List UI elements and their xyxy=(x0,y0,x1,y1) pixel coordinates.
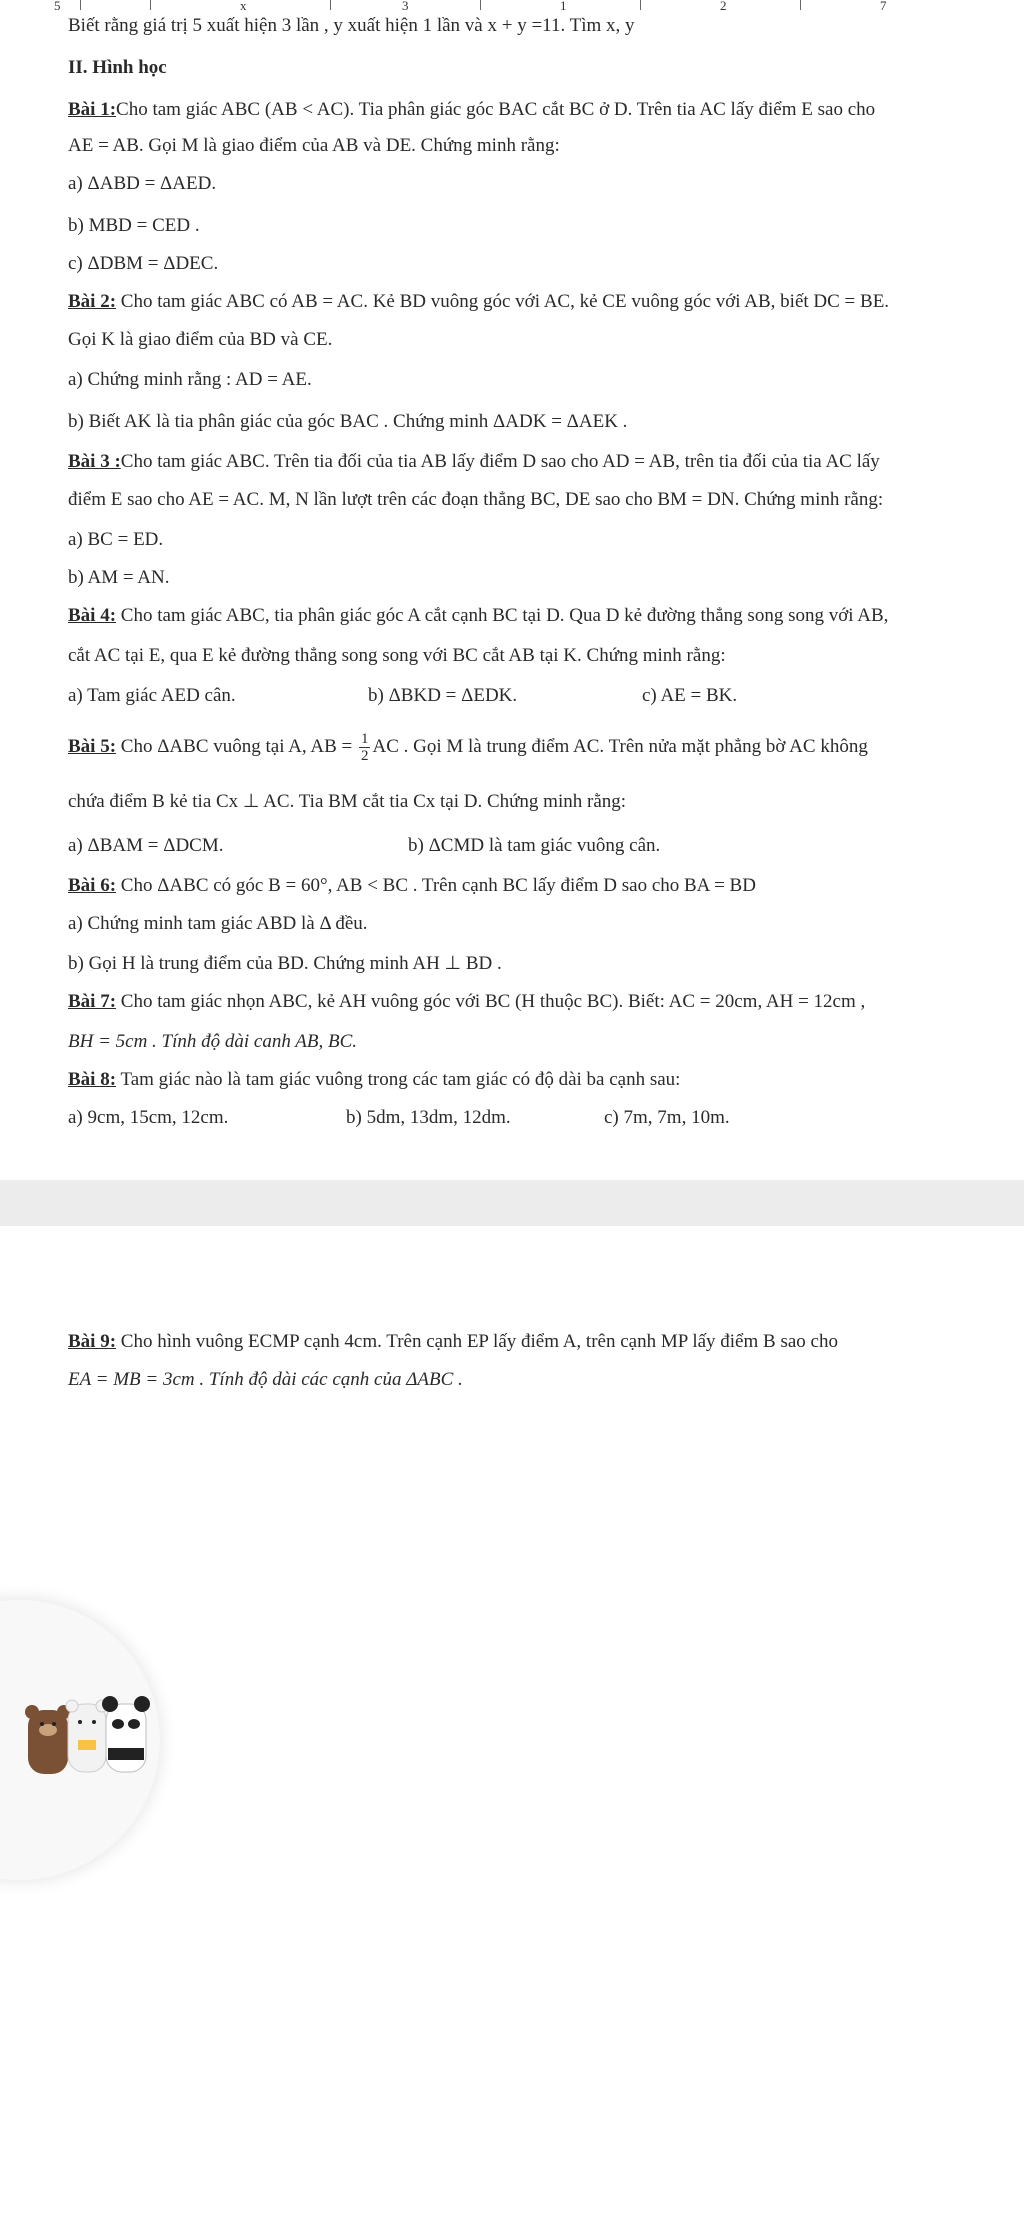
table-divider xyxy=(800,0,801,10)
table-cell: 1 xyxy=(560,0,567,13)
exercise-3 xyxy=(68,450,1014,474)
exercise-7 xyxy=(68,990,1014,1014)
table-divider xyxy=(80,0,81,10)
exercise-text: Tam giác nào là tam giác vuông trong các tam giác có độ dài ba cạnh sau: xyxy=(116,1069,681,1090)
exercise-label: Bài 6: xyxy=(68,875,117,896)
fraction-numerator: 1 xyxy=(360,731,369,748)
table-divider xyxy=(150,0,151,10)
exercise-5 xyxy=(68,730,1014,764)
exercise-text: Cho tam giác ABC (AB < AC). Tia phân giác góc BAC cắt BC ở D. Trên tia AC lấy điểm E sao cho xyxy=(116,99,876,120)
table-top-fragment xyxy=(0,0,1024,14)
exercise-item: a) BC = ED. xyxy=(68,529,164,550)
exercise-9 xyxy=(68,1330,1014,1354)
fraction xyxy=(359,731,371,764)
exercise-item: b) ΔBKD = ΔEDK. xyxy=(368,685,518,706)
table-cell: 5 xyxy=(54,0,61,13)
exercise-text: Cho tam giác ABC. Trên tia đối của tia AB lấy điểm D sao cho AD = AB, trên tia đối của tia AC lấy xyxy=(120,451,880,472)
problem-statement: Biết rằng giá trị 5 xuất hiện 3 lần , y xuất hiện 1 lần và x + y =11. Tìm x, y xyxy=(68,15,635,36)
floating-avatar-button[interactable] xyxy=(0,1600,160,1880)
exercise-label: Bài 1: xyxy=(68,99,117,120)
exercise-label: Bài 2: xyxy=(68,291,117,312)
table-cell: 3 xyxy=(402,0,409,13)
section-heading: II. Hình học xyxy=(68,57,167,78)
page-separator xyxy=(0,1180,1024,1226)
exercise-text: Cho tam giác ABC có AB = AC. Kẻ BD vuông góc với AC, kẻ CE vuông góc với AB, biết DC = BE. xyxy=(116,291,890,312)
exercise-item: b) 5dm, 13dm, 12dm. xyxy=(346,1107,511,1128)
exercise-item: a) Tam giác AED cân. xyxy=(68,685,236,706)
exercise-text: AE = AB. Gọi M là giao điểm của AB và DE. Chứng minh rằng: xyxy=(68,135,560,156)
exercise-item: a) Chứng minh tam giác ABD là Δ đều. xyxy=(68,913,368,934)
table-divider xyxy=(330,0,331,10)
exercise-text: EA = MB = 3cm . Tính độ dài các cạnh của ΔABC . xyxy=(68,1369,463,1390)
exercise-item: b) MBD = CED . xyxy=(68,215,200,236)
exercise-8 xyxy=(68,1068,1014,1092)
table-divider xyxy=(480,0,481,10)
exercise-6 xyxy=(68,874,1014,898)
exercise-label: Bài 3 : xyxy=(68,451,121,472)
exercise-item: b) Biết AK là tia phân giác của góc BAC . Chứng minh ΔADK = ΔAEK . xyxy=(68,411,628,432)
exercise-2 xyxy=(68,290,1014,314)
exercise-text: Gọi K là giao điểm của BD và CE. xyxy=(68,329,333,350)
exercise-item: b) ΔCMD là tam giác vuông cân. xyxy=(408,835,661,856)
table-divider xyxy=(640,0,641,10)
exercise-label: Bài 4: xyxy=(68,605,117,626)
table-cell: x xyxy=(240,0,247,13)
exercise-item: a) ΔABD = ΔAED. xyxy=(68,173,217,194)
exercise-text: điểm E sao cho AE = AC. M, N lần lượt trên các đoạn thẳng BC, DE sao cho BM = DN. Chứng minh rằng: xyxy=(68,489,884,510)
exercise-item: a) Chứng minh rằng : AD = AE. xyxy=(68,369,312,390)
fraction-denominator: 2 xyxy=(360,748,369,765)
exercise-item: b) AM = AN. xyxy=(68,567,170,588)
exercise-text: Cho tam giác nhọn ABC, kẻ AH vuông góc với BC (H thuộc BC). Biết: AC = 20cm, AH = 12cm , xyxy=(116,991,866,1012)
exercise-text: AC . Gọi M là trung điểm AC. Trên nửa mặt phẳng bờ AC không xyxy=(372,736,868,757)
exercise-text: cắt AC tại E, qua E kẻ đường thẳng song song với BC cắt AB tại K. Chứng minh rằng: xyxy=(68,645,726,666)
exercise-4 xyxy=(68,604,1014,628)
exercise-label: Bài 8: xyxy=(68,1069,117,1090)
table-cell: 2 xyxy=(720,0,727,13)
exercise-text: chứa điểm B kẻ tia Cx ⊥ AC. Tia BM cắt tia Cx tại D. Chứng minh rằng: xyxy=(68,791,627,812)
exercise-text: Cho ΔABC có góc B = 60°, AB < BC . Trên cạnh BC lấy điểm D sao cho BA = BD xyxy=(116,875,756,896)
exercise-item: c) ΔDBM = ΔDEC. xyxy=(68,253,219,274)
exercise-item: a) 9cm, 15cm, 12cm. xyxy=(68,1107,229,1128)
exercise-text: Cho tam giác ABC, tia phân giác góc A cắt cạnh BC tại D. Qua D kẻ đường thẳng song song với AB, xyxy=(116,605,889,626)
exercise-label: Bài 7: xyxy=(68,991,117,1012)
exercise-text: Cho hình vuông ECMP cạnh 4cm. Trên cạnh EP lấy điểm A, trên cạnh MP lấy điểm B sao cho xyxy=(116,1331,838,1352)
table-cell: 7 xyxy=(880,0,887,13)
exercise-item: b) Gọi H là trung điểm của BD. Chứng minh AH ⊥ BD . xyxy=(68,953,502,974)
exercise-text: Cho ΔABC vuông tại A, AB = xyxy=(116,736,353,757)
exercise-text: BH = 5cm . Tính độ dài canh AB, BC. xyxy=(68,1031,358,1052)
exercise-item: c) 7m, 7m, 10m. xyxy=(604,1107,730,1128)
we-bare-bears-icon xyxy=(0,1600,160,1880)
exercise-1 xyxy=(68,98,1014,122)
exercise-label: Bài 5: xyxy=(68,736,117,757)
exercise-item: a) ΔBAM = ΔDCM. xyxy=(68,835,224,856)
exercise-label: Bài 9: xyxy=(68,1331,117,1352)
exercise-item: c) AE = BK. xyxy=(642,685,738,706)
